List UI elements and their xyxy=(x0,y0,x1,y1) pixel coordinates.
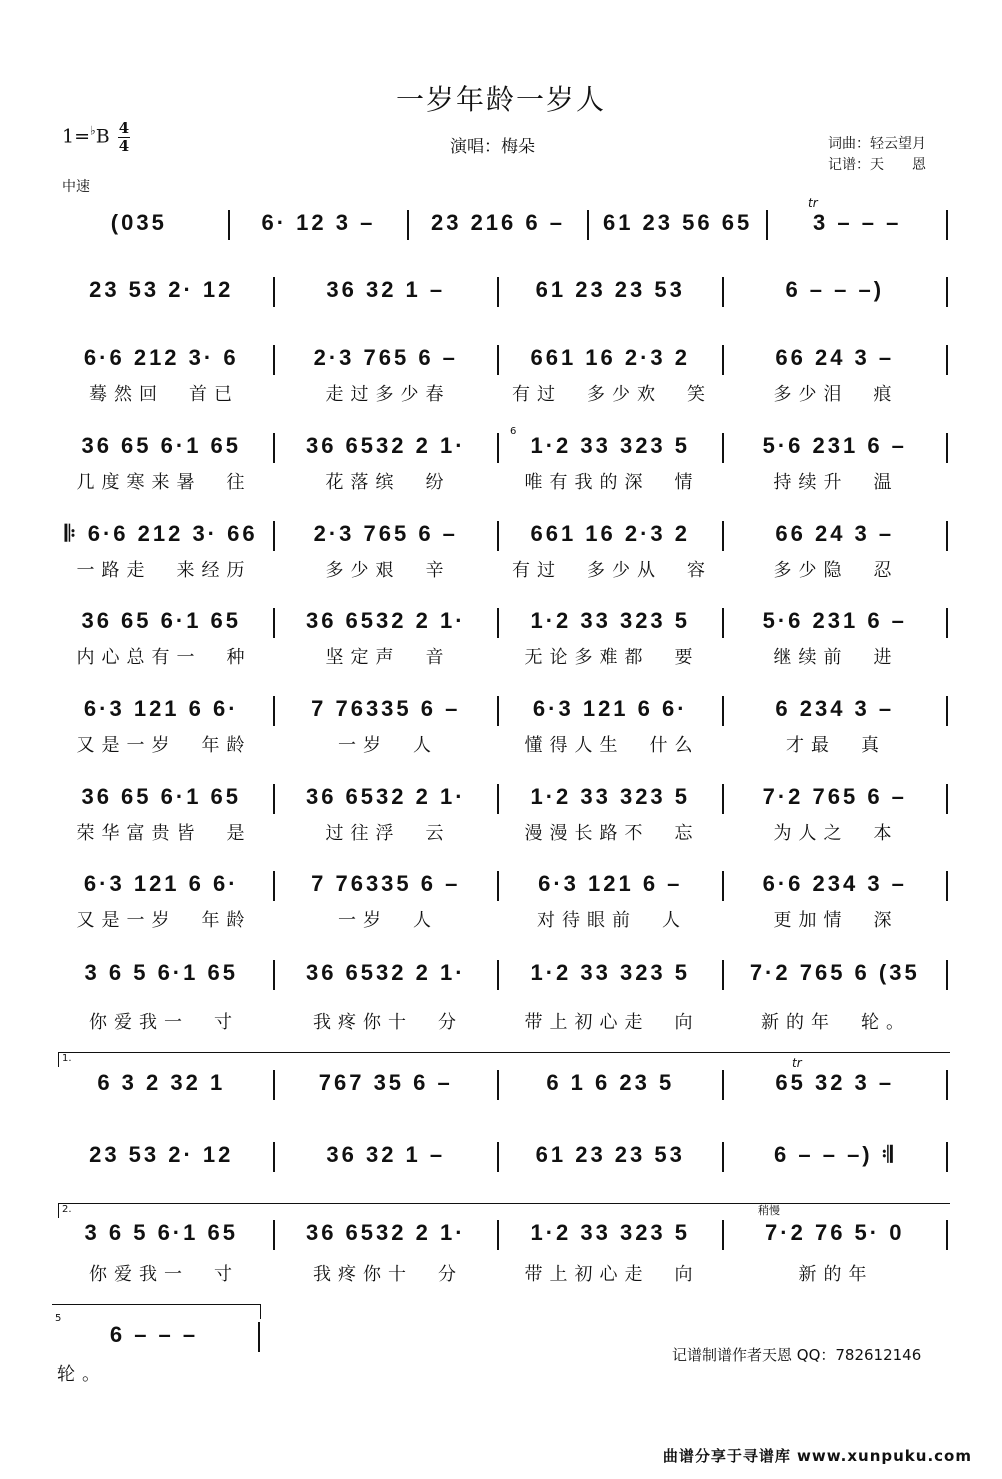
lyric-segment: 新的年 轮。 xyxy=(761,1012,911,1033)
measure: 6 – – – xyxy=(109,1322,199,1347)
meter-top: 4 xyxy=(118,119,130,137)
lyric-segment: 走过多少春 xyxy=(325,384,451,405)
measure: 661 16 2·3 2 xyxy=(530,521,691,546)
measure: 7 76335 6 – xyxy=(311,696,461,721)
composer: 词曲：轻云望月 xyxy=(828,136,926,152)
lyric-segment: 多少艰 辛 xyxy=(325,560,451,581)
score-system xyxy=(50,784,948,814)
lyric-segment: 我疼你十 分 xyxy=(313,1264,463,1285)
lyric-segment: 带上初心走 向 xyxy=(524,1012,700,1033)
barline xyxy=(946,960,948,990)
measure: 36 6532 2 1· xyxy=(305,784,466,809)
lyric-segment: 又是一岁 年龄 xyxy=(76,910,252,931)
lyric-segment: 多少泪 痕 xyxy=(773,384,899,405)
score-system xyxy=(50,345,948,375)
singer: 演唱：梅朵 xyxy=(450,137,535,157)
lyric-segment: 继续前 进 xyxy=(773,647,899,668)
lyric-segment: 蓦然回 首已 xyxy=(89,384,239,405)
score-system xyxy=(50,608,948,638)
measure: 7·2 765 6 – xyxy=(762,784,907,809)
barline xyxy=(946,1220,948,1250)
score-system xyxy=(50,210,948,240)
transcriber-credit: 记谱制谱作者天恩 QQ：782612146 xyxy=(672,1346,922,1364)
measure: 6·6 234 3 – xyxy=(762,871,907,896)
barline xyxy=(946,521,948,551)
barline xyxy=(946,608,948,638)
score-system xyxy=(50,960,948,990)
slower-marking: 稍慢 xyxy=(758,1204,780,1217)
measure: (035 xyxy=(110,210,167,235)
measure: 23 216 6 – xyxy=(430,210,565,235)
lyric-segment: 对待眼前 人 xyxy=(537,910,687,931)
lyric-segment: 为人之 本 xyxy=(773,823,899,844)
lyric-segment: 才最 真 xyxy=(786,735,886,756)
lyrics-line xyxy=(52,1260,948,1286)
lyrics-line xyxy=(52,1008,948,1034)
lyrics-line xyxy=(52,1360,112,1386)
lyric-segment: 更加情 深 xyxy=(773,910,899,931)
score-system xyxy=(50,1322,260,1352)
lyric-segment: 一路走 来经历 xyxy=(76,560,252,581)
score-system xyxy=(50,1070,948,1100)
score-system xyxy=(50,433,948,463)
lyric-segment: 一岁 人 xyxy=(338,735,438,756)
lyric-segment: 无论多难都 要 xyxy=(524,647,700,668)
measure: 7 76335 6 – xyxy=(311,871,461,896)
barline xyxy=(946,433,948,463)
lyric-segment: 一岁 人 xyxy=(338,910,438,931)
measure: 3 – – – xyxy=(813,210,902,235)
lyrics-line xyxy=(52,906,948,932)
measure: 1·2 33 323 5 xyxy=(530,960,691,985)
barline xyxy=(946,784,948,814)
lyric-segment: 持续升 温 xyxy=(773,472,899,493)
measure: 6·3 121 6 6· xyxy=(532,696,688,721)
measure: 36 6532 2 1· xyxy=(305,1220,466,1245)
score-system xyxy=(50,871,948,901)
lyric-segment: 几度寒来暑 往 xyxy=(76,472,252,493)
meter-bottom: 4 xyxy=(118,137,130,155)
barline xyxy=(258,1322,260,1352)
volta-1-label: 1. xyxy=(62,1053,72,1064)
measure: 5·6 231 6 – xyxy=(762,433,907,458)
lyric-segment: 多少隐 忍 xyxy=(773,560,899,581)
lyrics-line xyxy=(52,556,948,582)
lyric-segment: 你爱我一 寸 xyxy=(89,1012,239,1033)
measure: 61 23 23 53 xyxy=(535,277,685,302)
measure: 6·6 212 3· 6 xyxy=(83,345,239,370)
measure: 767 35 6 – xyxy=(318,1070,453,1095)
lyric-segment: 新的年 xyxy=(798,1264,874,1285)
measure: 2·3 765 6 – xyxy=(313,521,458,546)
lyric-segment: 我疼你十 分 xyxy=(313,1012,463,1033)
lyrics-line xyxy=(52,643,948,669)
lyric-segment: 荣华富贵皆 是 xyxy=(76,823,252,844)
measure: 3 6 5 6·1 65 xyxy=(84,960,238,985)
barline xyxy=(946,277,948,307)
score-system xyxy=(50,521,948,551)
measure: 36 6532 2 1· xyxy=(305,960,466,985)
lyric-segment: 漫漫长路不 忘 xyxy=(524,823,700,844)
lyrics-line xyxy=(52,380,948,406)
lyric-segment: 过往浮 云 xyxy=(325,823,451,844)
lyric-segment: 花落缤 纷 xyxy=(325,472,451,493)
measure: 61 23 23 53 xyxy=(535,1142,685,1167)
lyric-segment: 懂得人生 什么 xyxy=(524,735,700,756)
lyrics-line xyxy=(52,819,948,845)
barline xyxy=(946,1142,948,1172)
measure: 6 3 2 32 1 xyxy=(97,1070,226,1095)
volta-1 xyxy=(58,1052,950,1067)
measure: 6· 12 3 – xyxy=(261,210,376,235)
measure: 66 24 3 – xyxy=(775,345,895,370)
measure: 2·3 765 6 – xyxy=(313,345,458,370)
measure: 61 23 56 65 xyxy=(602,210,753,235)
measure: 1·2 33 323 5 xyxy=(530,1220,691,1245)
measure: 3 6 5 6·1 65 xyxy=(84,1220,238,1245)
barline xyxy=(946,210,948,240)
song-title: 一岁年龄一岁人 xyxy=(395,83,606,116)
grace-note-6: 6 xyxy=(510,426,517,437)
volta-2-label: 2. xyxy=(62,1204,72,1215)
measure: 661 16 2·3 2 xyxy=(530,345,691,370)
key-prefix: 1= xyxy=(62,125,91,148)
barline xyxy=(946,1070,948,1100)
lyric-segment: 坚定声 音 xyxy=(325,647,451,668)
flat-sign: ♭ xyxy=(90,123,96,138)
measure: 36 6532 2 1· xyxy=(305,433,466,458)
measure: 6 234 3 – xyxy=(775,696,895,721)
lyrics-line xyxy=(52,731,948,757)
measure: 36 32 1 – xyxy=(326,1142,446,1167)
key-note: B xyxy=(95,125,110,148)
barline xyxy=(946,696,948,726)
measure: 66 24 3 – xyxy=(775,521,895,546)
measure: 6·3 121 6 6· xyxy=(83,696,239,721)
measure: 1·2 33 323 5 xyxy=(530,784,691,809)
lyric-segment: 有过 多少从 容 xyxy=(512,560,712,581)
measure: 6 – – –) 𝄇 xyxy=(774,1142,896,1167)
score-system xyxy=(50,696,948,726)
volta-2 xyxy=(58,1203,950,1218)
lyric-segment: 又是一岁 年龄 xyxy=(76,735,252,756)
measure: 5·6 231 6 – xyxy=(762,608,907,633)
measure: 23 53 2· 12 xyxy=(89,277,234,302)
measure: 6·3 121 6 6· xyxy=(83,871,239,896)
final-bracket xyxy=(52,1304,261,1319)
lyric-segment: 内心总有一 种 xyxy=(76,647,252,668)
measure: 1·2 33 323 5 xyxy=(530,433,691,458)
grace-note-5: 5 xyxy=(55,1313,62,1324)
lyric-segment: 轮。 xyxy=(57,1364,107,1385)
lyric-segment: 你爱我一 寸 xyxy=(89,1264,239,1285)
measure: 𝄆 6·6 212 3· 66 xyxy=(64,521,258,546)
measure: 6·3 121 6 – xyxy=(538,871,683,896)
measure: 36 65 6·1 65 xyxy=(81,608,242,633)
trill-mark: tr xyxy=(808,196,818,210)
trill-mark-2: tr xyxy=(792,1056,802,1070)
measure: 23 53 2· 12 xyxy=(89,1142,234,1167)
lyrics-line xyxy=(52,468,948,494)
measure: 7·2 76 5· 0 xyxy=(765,1220,905,1245)
site-watermark: 曲谱分享于寻谱库 www.xunpuku.com xyxy=(662,1447,972,1465)
measure: 6 – – –) xyxy=(785,277,885,302)
measure: 36 32 1 – xyxy=(326,277,446,302)
measure: 1·2 33 323 5 xyxy=(530,608,691,633)
measure: 6 1 6 23 5 xyxy=(546,1070,675,1095)
lyric-segment: 唯有我的深 情 xyxy=(524,472,700,493)
measure: 36 6532 2 1· xyxy=(305,608,466,633)
measure: 36 65 6·1 65 xyxy=(81,784,242,809)
barline xyxy=(946,345,948,375)
tempo-marking: 中速 xyxy=(62,179,90,195)
measure: 65 32 3 – xyxy=(775,1070,895,1095)
key-signature xyxy=(62,120,130,155)
score-system xyxy=(50,277,948,307)
measure: 7·2 765 6 (35 xyxy=(749,960,920,985)
time-signature xyxy=(118,120,130,155)
score-system xyxy=(50,1142,948,1172)
barline xyxy=(946,871,948,901)
transcriber: 记谱：天 恩 xyxy=(828,157,926,173)
score-system xyxy=(50,1220,948,1250)
lyric-segment: 有过 多少欢 笑 xyxy=(512,384,712,405)
lyric-segment: 带上初心走 向 xyxy=(524,1264,700,1285)
measure: 36 65 6·1 65 xyxy=(81,433,242,458)
